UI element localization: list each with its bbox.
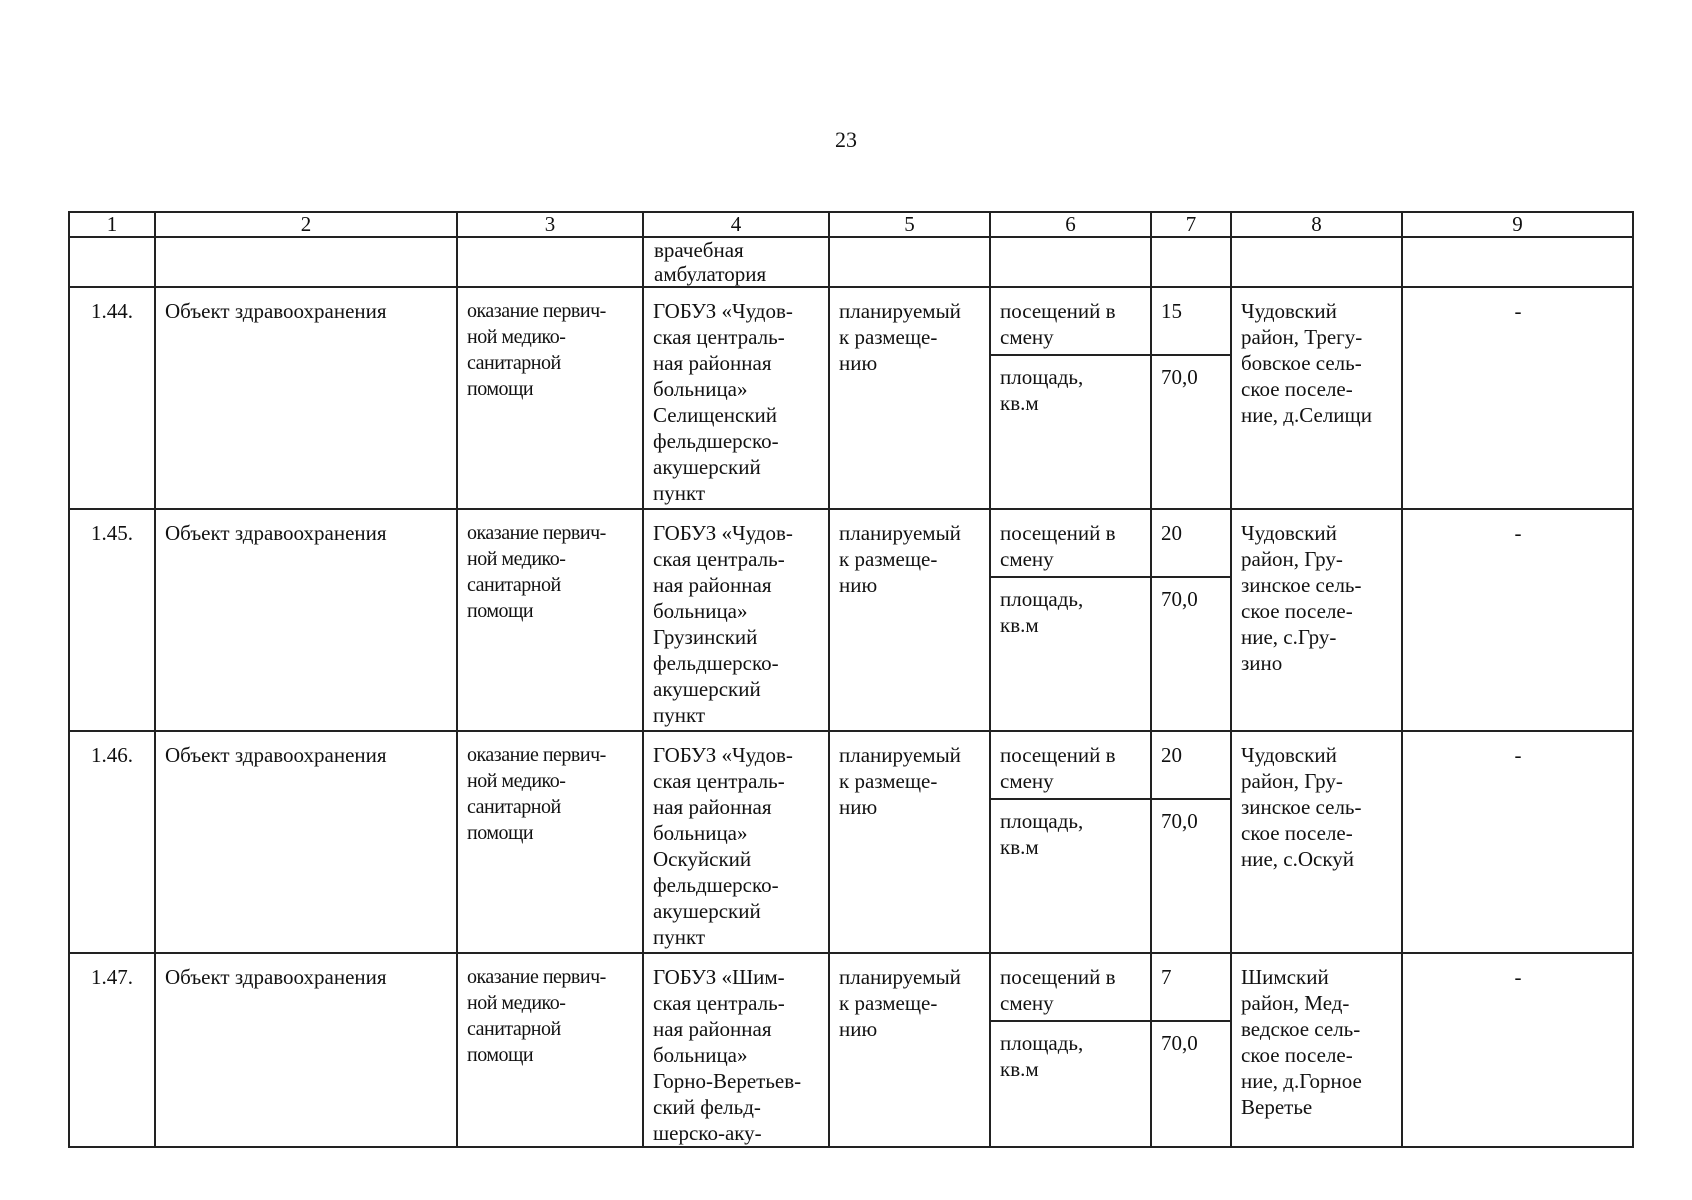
param-label: посещений в смену <box>990 287 1151 355</box>
zone: - <box>1402 731 1633 953</box>
column-number: 7 <box>1151 212 1231 237</box>
facility-name: ГОБУЗ «Чудов- ская централь- ная районная больница» Грузинский фельдшерско- акушерский пункт <box>643 509 829 731</box>
column-number: 1 <box>69 212 155 237</box>
location: Шимский район, Мед- ведское сель- ское поселе- ние, д.Горное Веретье <box>1231 953 1402 1147</box>
continuation-row <box>69 237 1633 287</box>
row-number: 1.44. <box>69 287 155 509</box>
zone: - <box>1402 509 1633 731</box>
table-row <box>69 287 1633 355</box>
location: Чудовский район, Трегу- бовское сель- ское поселе- ние, д.Селищи <box>1231 287 1402 509</box>
cell-empty <box>1151 237 1231 287</box>
object-type: Объект здравоохранения <box>155 509 457 731</box>
object-type: Объект здравоохранения <box>155 953 457 1147</box>
param-label: посещений в смену <box>990 731 1151 799</box>
column-number: 4 <box>643 212 829 237</box>
location: Чудовский район, Гру- зинское сель- ское поселе- ние, с.Оскуй <box>1231 731 1402 953</box>
page-number: 23 <box>835 127 857 152</box>
param-value: 70,0 <box>1151 1021 1231 1147</box>
table-row <box>69 953 1633 1021</box>
purpose: оказание первич- ной медико- санитарной помощи <box>457 731 643 953</box>
status: планируемый к размеще- нию <box>829 953 990 1147</box>
column-number: 3 <box>457 212 643 237</box>
status: планируемый к размеще- нию <box>829 731 990 953</box>
param-label: площадь, кв.м <box>990 355 1151 509</box>
param-value: 7 <box>1151 953 1231 1021</box>
planning-table <box>68 211 1634 1148</box>
param-value: 20 <box>1151 509 1231 577</box>
param-value: 15 <box>1151 287 1231 355</box>
row-number: 1.47. <box>69 953 155 1147</box>
param-label: площадь, кв.м <box>990 1021 1151 1147</box>
purpose: оказание первич- ной медико- санитарной помощи <box>457 509 643 731</box>
cell-empty <box>69 237 155 287</box>
column-number: 6 <box>990 212 1151 237</box>
zone: - <box>1402 287 1633 509</box>
object-type: Объект здравоохранения <box>155 287 457 509</box>
object-type: Объект здравоохранения <box>155 731 457 953</box>
column-number-row <box>69 212 1633 237</box>
param-label: посещений в смену <box>990 509 1151 577</box>
status: планируемый к размеще- нию <box>829 287 990 509</box>
param-label: посещений в смену <box>990 953 1151 1021</box>
column-number: 9 <box>1402 212 1633 237</box>
location: Чудовский район, Гру- зинское сель- ское поселе- ние, с.Гру- зино <box>1231 509 1402 731</box>
facility-name: ГОБУЗ «Шим- ская централь- ная районная больница» Горно-Веретьев- ский фельд- шерско-аку- <box>643 953 829 1147</box>
cell-empty <box>1231 237 1402 287</box>
zone: - <box>1402 953 1633 1147</box>
status: планируемый к размеще- нию <box>829 509 990 731</box>
cell-empty <box>155 237 457 287</box>
cell-empty <box>990 237 1151 287</box>
row-number: 1.45. <box>69 509 155 731</box>
cell-name-continued: врачебная амбулатория <box>643 237 829 287</box>
row-number: 1.46. <box>69 731 155 953</box>
param-value: 20 <box>1151 731 1231 799</box>
facility-name: ГОБУЗ «Чудов- ская централь- ная районная больница» Оскуйский фельдшерско- акушерский пункт <box>643 731 829 953</box>
column-number: 5 <box>829 212 990 237</box>
cell-empty <box>457 237 643 287</box>
cell-empty <box>1402 237 1633 287</box>
param-value: 70,0 <box>1151 355 1231 509</box>
cell-empty <box>829 237 990 287</box>
purpose: оказание первич- ной медико- санитарной помощи <box>457 953 643 1147</box>
purpose: оказание первич- ной медико- санитарной помощи <box>457 287 643 509</box>
column-number: 8 <box>1231 212 1402 237</box>
table-row <box>69 509 1633 577</box>
param-value: 70,0 <box>1151 577 1231 731</box>
param-value: 70,0 <box>1151 799 1231 953</box>
param-label: площадь, кв.м <box>990 577 1151 731</box>
table-row <box>69 731 1633 799</box>
facility-name: ГОБУЗ «Чудов- ская централь- ная районная больница» Селищенский фельдшерско- акушерский пункт <box>643 287 829 509</box>
column-number: 2 <box>155 212 457 237</box>
param-label: площадь, кв.м <box>990 799 1151 953</box>
